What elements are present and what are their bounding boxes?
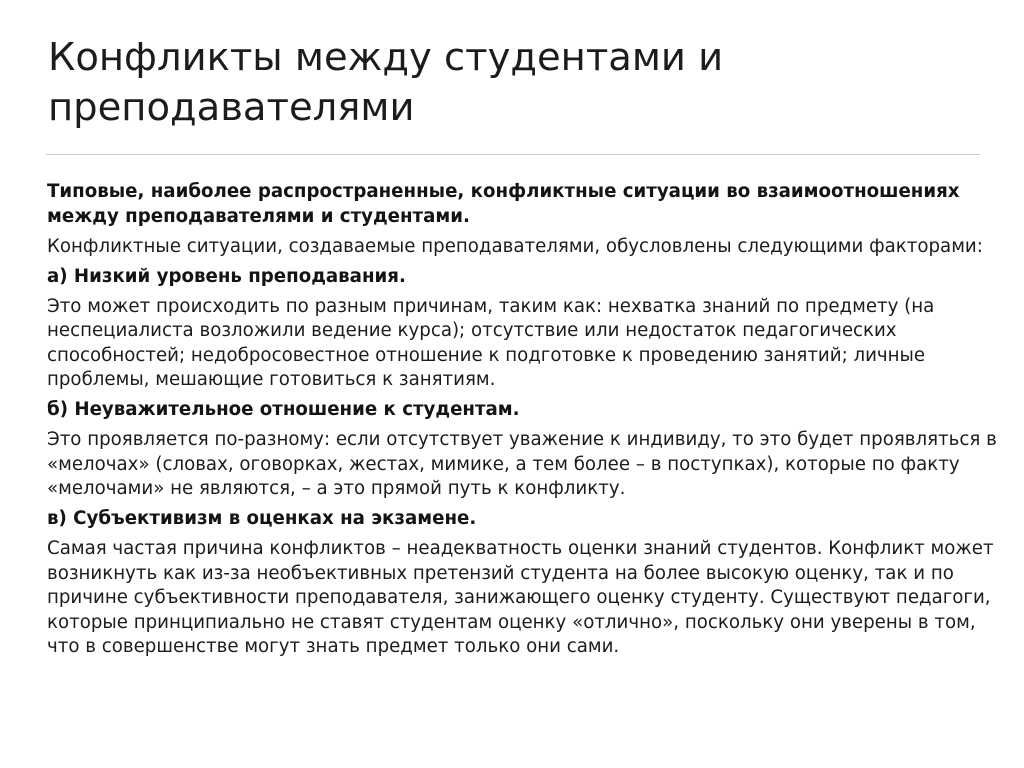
factor-c-text: Самая частая причина конфликтов – неадекватность оценки знаний студентов. Конфликт может возникнуть как из-за необъективных претензий студента на более высокую оценку, так и по причине субъективности преподавателя, занижающего оценку студенту. Существуют педагоги, которые принципиально не ставят студентам оценку «отлично», поскольку они уверены в том, что в совершенстве могут знать предмет только они сами. xyxy=(47,538,994,657)
factor-a-heading: а) Низкий уровень преподавания. xyxy=(47,265,406,287)
slide-title: Конфликты между студентами и преподавателями xyxy=(48,35,724,130)
factor-b-text: Это проявляется по-разному: если отсутствует уважение к индивиду, то это будет проявляться в «мелочах» (словах, оговорках, жестах, мимике, а тем более – в поступках), которые по факту «мелочами» не являются, – а это прямой путь к конфликту. xyxy=(47,429,997,499)
factor-c-heading: в) Субъективизм в оценках на экзамене. xyxy=(47,508,477,529)
factor-a-text: Это может происходить по разным причинам, таким как: нехватка знаний по предмету (на неспециалиста возложили ведение курса); отсутствие или недостаток педагогических способностей; недобросовестное отношение к подготовке к проведению занятий; личные проблемы, мешающие готовиться к занятиям. xyxy=(47,295,935,390)
slide-body xyxy=(47,180,1007,665)
intro-text: Конфликтные ситуации, создаваемые преподавателями, обусловлены следующими факторами: xyxy=(47,235,983,257)
title-divider xyxy=(46,154,980,155)
factor-b-heading: б) Неуважительное отношение к студентам. xyxy=(47,399,520,420)
intro-heading: Типовые, наиболее распространенные, конфликтные ситуации во взаимоотношениях между преподавателями и студентами. xyxy=(47,181,960,227)
